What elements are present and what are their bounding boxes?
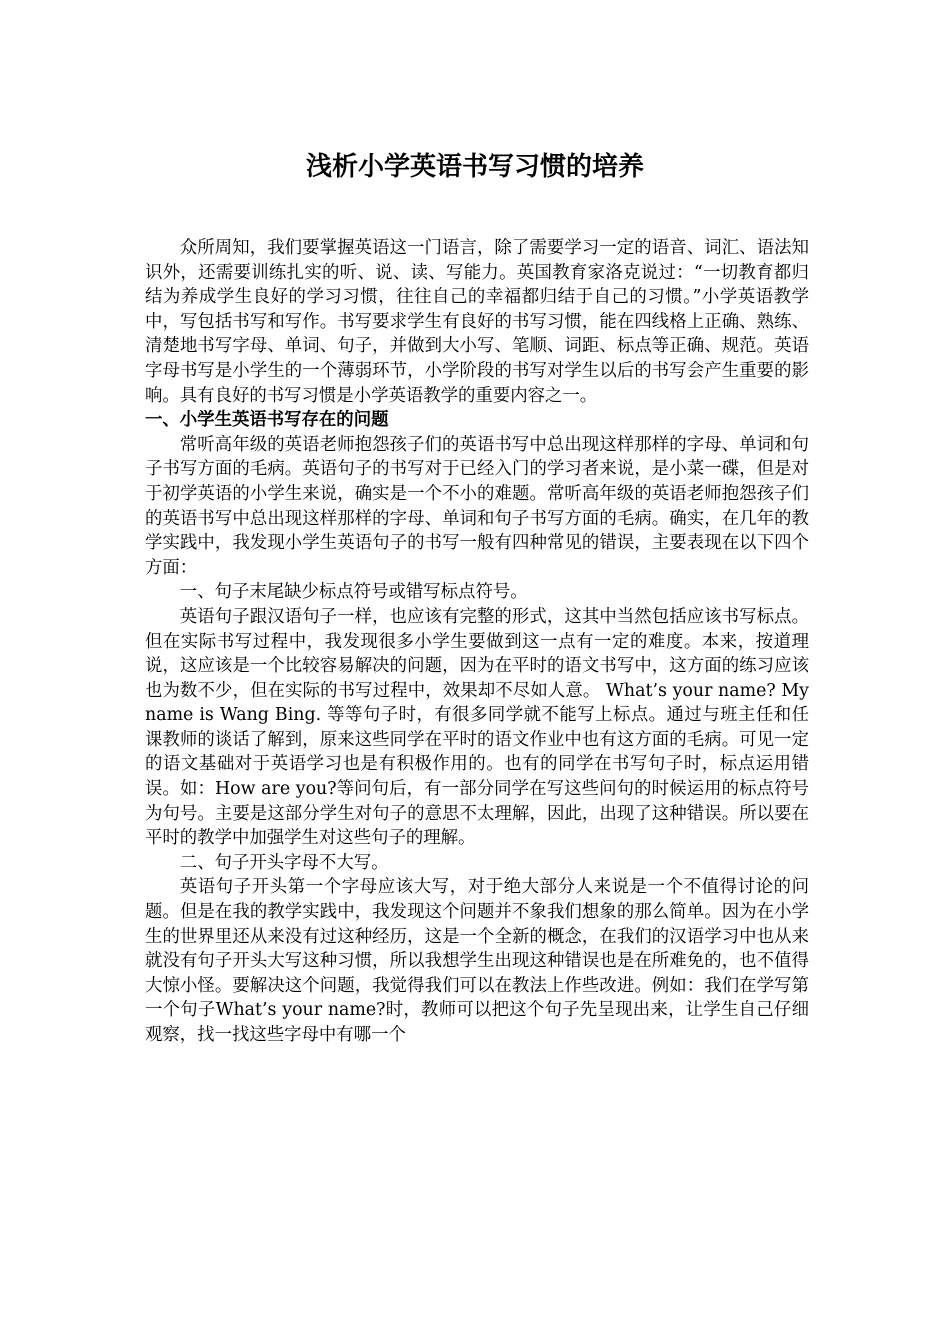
subheading-punctuation: 一、句子末尾缺少标点符号或错写标点符号。: [179, 582, 528, 603]
capitalization-paragraph: 英语句子开头第一个字母应该大写，对于绝大部分人来说是一个不值得讨论的问题。但是在我的教学实践中，我发现这个问题并不象我们想象的那么简单。因为在小学生的世界里还从来没有过这种经历，这是一个全新的概念，在我们的汉语学习中也从来就没有句子开头大写这种习惯，所以我想学生出现这种错误也是在所难免的，也不值得大惊小怪。要解决这个问题，我觉得我们可以在教法上作些改进。例如：我们在学写第一个句子What’s your name?时，教师可以把这个句子先呈现出来，让学生自己仔细观察，找一找这些字母中有哪一个: [145, 877, 809, 1045]
problems-paragraph: 常听高年级的英语老师抱怨孩子们的英语书写中总出现这样那样的字母、单词和句子书写方面的毛病。英语句子的书写对于已经入门的学习者来说，是小菜一碟，但是对于初学英语的小学生来说，确实是一个不小的难题。常听高年级的英语老师抱怨孩子们的英语书写中总出现这样那样的字母、单词和句子书写方面的毛病。确实，在几年的教学实践中，我发现小学生英语句子的书写一般有四种常见的错误，主要表现在以下四个方面：: [145, 434, 809, 578]
document-title: 浅析小学英语书写习惯的培养: [305, 152, 644, 182]
section-heading-1: 一、小学生英语书写存在的问题: [145, 410, 389, 431]
document-body: [145, 236, 809, 1048]
punctuation-paragraph: 英语句子跟汉语句子一样，也应该有完整的形式，这其中当然包括应该书写标点。但在实际书写过程中，我发现很多小学生要做到这一点有一定的难度。本来，按道理说，这应该是一个比较容易解决的问题，因为在平时的语文书写中，这方面的练习应该也为数不少，但在实际的书写过程中，效果却不尽如人意。 What’s your name? My name is Wang Bing. 等等句子时，有很多同学就不能写上标点。通过与班主任和任课教师的谈话了解到，原来这些同学在平时的语文作业中也有这方面的毛病。可见一定的语文基础对于英语学习也是有积极作用的。也有的同学在书写句子时，标点运用错误。如：How are you?等问句后，有一部分同学在写这些问句的时候运用的标点符号为句号。主要是这部分学生对句子的意思不太理解，因此，出现了这种错误。所以要在平时的教学中加强学生对这些句子的理解。: [145, 606, 809, 849]
subheading-capitalization: 二、句子开头字母不大写。: [179, 852, 389, 873]
intro-paragraph: 众所周知，我们要掌握英语这一门语言，除了需要学习一定的语音、词汇、语法知识外，还需要训练扎实的听、说、读、写能力。英国教育家洛克说过：“一切教育都归结为养成学生良好的学习习惯，往往自己的幸福都归结于自己的习惯。”小学英语教学中，写包括书写和写作。书写要求学生有良好的书写习惯，能在四线格上正确、熟练、清楚地书写字母、单词、句子，并做到大小写、笔顺、词距、标点等正确、规范。英语字母书写是小学生的一个薄弱环节，小学阶段的书写对学生以后的书写会产生重要的影响。具有良好的书写习惯是小学英语教学的重要内容之一。: [145, 238, 809, 406]
